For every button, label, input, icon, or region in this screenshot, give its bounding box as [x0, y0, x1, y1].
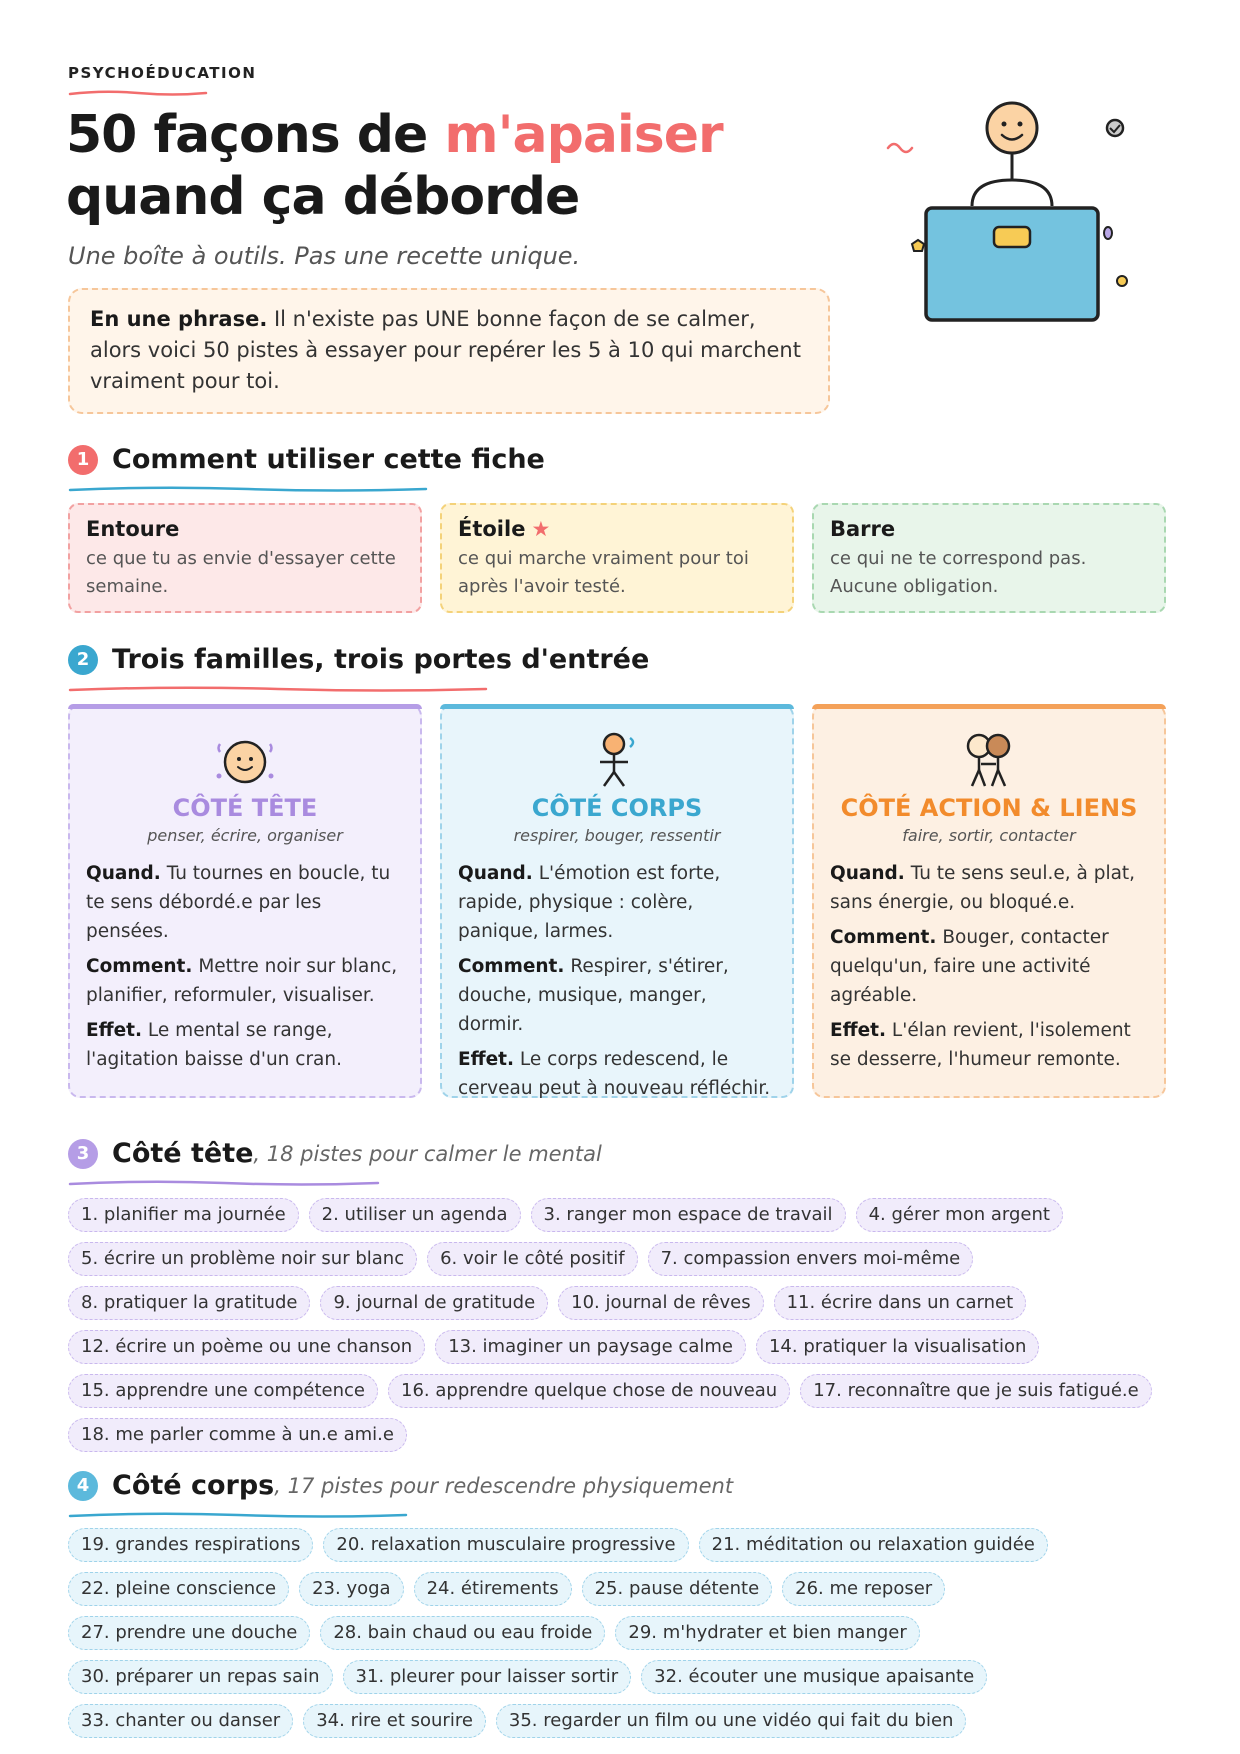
tip-tag: 31. pleurer pour laisser sortir [343, 1660, 632, 1694]
tip-tag: 9. journal de gratitude [320, 1286, 548, 1320]
effect-text: L'élan revient, l'isolement se desserre, l'humeur remonte. [830, 1020, 1131, 1070]
tip-tag: 18. me parler comme à un.e ami.e [68, 1418, 407, 1452]
title-part1: 50 façons de [66, 105, 445, 165]
family-body-effect [458, 1045, 776, 1103]
when-label: Quand. [458, 863, 533, 884]
body-figure-icon [582, 732, 652, 788]
tip-tag: 1. planifier ma journée [68, 1198, 299, 1232]
when-label: Quand. [86, 863, 161, 884]
legend-circle-desc: ce que tu as envie d'essayer cette semaine. [86, 548, 396, 597]
tip-tag: 11. écrire dans un carnet [774, 1286, 1027, 1320]
effect-label: Effet. [458, 1049, 515, 1070]
section-1-heading [68, 444, 545, 475]
section-4-title: Côté corps [112, 1470, 275, 1501]
family-body-sub: respirer, bouger, ressentir [513, 826, 721, 845]
family-head-title: CÔTÉ TÊTE [172, 794, 318, 822]
tip-tag: 2. utiliser un agenda [309, 1198, 521, 1232]
tip-tag: 35. regarder un film ou une vidéo qui fait du bien [496, 1704, 967, 1738]
when-text: Tu tournes en boucle, tu te sens débordé.e par les pensées. [86, 863, 391, 942]
summary-text: Il n'existe pas UNE bonne façon de se calmer, alors voici 50 pistes à essayer pour repérer les 5 à 10 qui marchent vraiment pour toi. [90, 307, 801, 393]
section-3-underline [68, 1178, 380, 1188]
family-head-effect [86, 1016, 404, 1074]
tip-tag: 12. écrire un poème ou une chanson [68, 1330, 425, 1364]
tip-tag: 28. bain chaud ou eau froide [320, 1616, 605, 1650]
how-text: Respirer, s'étirer, douche, musique, manger, dormir. [458, 956, 729, 1035]
tip-tag: 26. me reposer [782, 1572, 945, 1606]
legend-circle-title: Entoure [86, 517, 180, 541]
family-body-when [458, 859, 776, 946]
effect-text: Le corps redescend, le cerveau peut à nouveau réfléchir. [458, 1049, 771, 1099]
tip-tag: 19. grandes respirations [68, 1528, 313, 1562]
tip-tag: 33. chanter ou danser [68, 1704, 293, 1738]
section-3-heading [68, 1138, 602, 1169]
section-2-number: 2 [68, 645, 98, 675]
legend-strike-title: Barre [830, 517, 896, 541]
family-action-when [830, 859, 1148, 917]
summary-box [68, 288, 830, 414]
legend-strike-desc: ce qui ne te correspond pas. Aucune obligation. [830, 548, 1087, 597]
family-card-head [68, 704, 422, 1098]
section-2-heading [68, 644, 649, 675]
tip-tag: 22. pleine conscience [68, 1572, 289, 1606]
section-4-sub: , 17 pistes pour redescendre physiquement [274, 1473, 734, 1498]
tip-tag: 15. apprendre une compétence [68, 1374, 378, 1408]
family-action-effect [830, 1016, 1148, 1074]
family-body-title: CÔTÉ CORPS [531, 794, 703, 822]
head-tag-list [68, 1198, 1178, 1462]
family-body-how [458, 952, 776, 1039]
section-1-title: Comment utiliser cette fiche [112, 444, 545, 475]
section-4-underline [68, 1510, 408, 1520]
tip-tag: 14. pratiquer la visualisation [756, 1330, 1039, 1364]
family-action-sub: faire, sortir, contacter [902, 826, 1076, 845]
tip-tag: 30. préparer un repas sain [68, 1660, 333, 1694]
section-3-sub: , 18 pistes pour calmer le mental [253, 1141, 602, 1166]
page-subtitle: Une boîte à outils. Pas une recette unique. [68, 242, 581, 270]
legend-star-heading [458, 517, 776, 541]
effect-label: Effet. [86, 1020, 143, 1041]
tip-tag: 3. ranger mon espace de travail [531, 1198, 846, 1232]
how-text: Bouger, contacter quelqu'un, faire une activité agréable. [830, 927, 1109, 1006]
kicker-underline [68, 88, 208, 98]
family-card-action-topbar [812, 704, 1166, 709]
page-title [66, 104, 723, 228]
tip-tag: 27. prendre une douche [68, 1616, 310, 1650]
tip-tag: 32. écouter une musique apaisante [641, 1660, 987, 1694]
tip-tag: 24. étirements [414, 1572, 572, 1606]
legend-star-box [440, 503, 794, 613]
section-4-heading [68, 1470, 733, 1501]
effect-label: Effet. [830, 1020, 887, 1041]
tip-tag: 13. imaginer un paysage calme [435, 1330, 746, 1364]
how-label: Comment. [86, 956, 193, 977]
tip-tag: 7. compassion envers moi-même [648, 1242, 974, 1276]
tip-tag: 34. rire et sourire [303, 1704, 486, 1738]
summary-lead: En une phrase. [90, 307, 268, 331]
family-card-body [440, 704, 794, 1098]
title-line2: quand ça déborde [66, 167, 580, 227]
when-text: L'émotion est forte, rapide, physique : colère, panique, larmes. [458, 863, 721, 942]
section-3-number: 3 [68, 1139, 98, 1169]
legend-star-title: Étoile [458, 517, 526, 541]
section-2-underline [68, 684, 488, 694]
tip-tag: 16. apprendre quelque chose de nouveau [388, 1374, 790, 1408]
when-label: Quand. [830, 863, 905, 884]
legend-strike-box [812, 503, 1166, 613]
head-face-icon [210, 732, 280, 788]
tip-tag: 23. yoga [299, 1572, 403, 1606]
section-1-underline [68, 484, 428, 494]
tip-tag: 8. pratiquer la gratitude [68, 1286, 310, 1320]
tip-tag: 6. voir le côté positif [427, 1242, 637, 1276]
family-head-sub: penser, écrire, organiser [147, 826, 343, 845]
how-label: Comment. [458, 956, 565, 977]
section-3-title: Côté tête [112, 1138, 254, 1169]
legend-star-desc: ce qui marche vraiment pour toi après l'avoir testé. [458, 548, 749, 597]
family-head-when [86, 859, 404, 946]
tip-tag: 25. pause détente [582, 1572, 773, 1606]
family-card-action [812, 704, 1166, 1098]
when-text: Tu te sens seul.e, à plat, sans énergie, ou bloqué.e. [830, 863, 1136, 913]
how-text: Mettre noir sur blanc, planifier, reformuler, visualiser. [86, 956, 398, 1006]
body-tag-list [68, 1528, 1178, 1748]
legend-circle-box [68, 503, 422, 613]
family-card-body-topbar [440, 704, 794, 709]
tip-tag: 10. journal de rêves [558, 1286, 763, 1320]
tip-tag: 4. gérer mon argent [856, 1198, 1063, 1232]
person-with-toolbox-illustration [880, 98, 1170, 348]
section-2-title: Trois familles, trois portes d'entrée [112, 644, 650, 675]
kicker: PSYCHOÉDUCATION [68, 64, 257, 82]
how-label: Comment. [830, 927, 937, 948]
tip-tag: 5. écrire un problème noir sur blanc [68, 1242, 417, 1276]
family-head-how [86, 952, 404, 1010]
family-action-title: CÔTÉ ACTION & LIENS [840, 794, 1138, 822]
two-people-icon [954, 732, 1024, 788]
tip-tag: 20. relaxation musculaire progressive [323, 1528, 688, 1562]
tip-tag: 29. m'hydrater et bien manger [615, 1616, 919, 1650]
section-4-number: 4 [68, 1471, 98, 1501]
section-1-number: 1 [68, 445, 98, 475]
tip-tag: 21. méditation ou relaxation guidée [699, 1528, 1048, 1562]
tip-tag: 17. reconnaître que je suis fatigué.e [800, 1374, 1152, 1408]
family-card-head-topbar [68, 704, 422, 709]
star-icon: ★ [531, 517, 551, 541]
title-accent: m'apaiser [444, 105, 723, 165]
family-action-how [830, 923, 1148, 1010]
effect-text: Le mental se range, l'agitation baisse d'un cran. [86, 1020, 342, 1070]
